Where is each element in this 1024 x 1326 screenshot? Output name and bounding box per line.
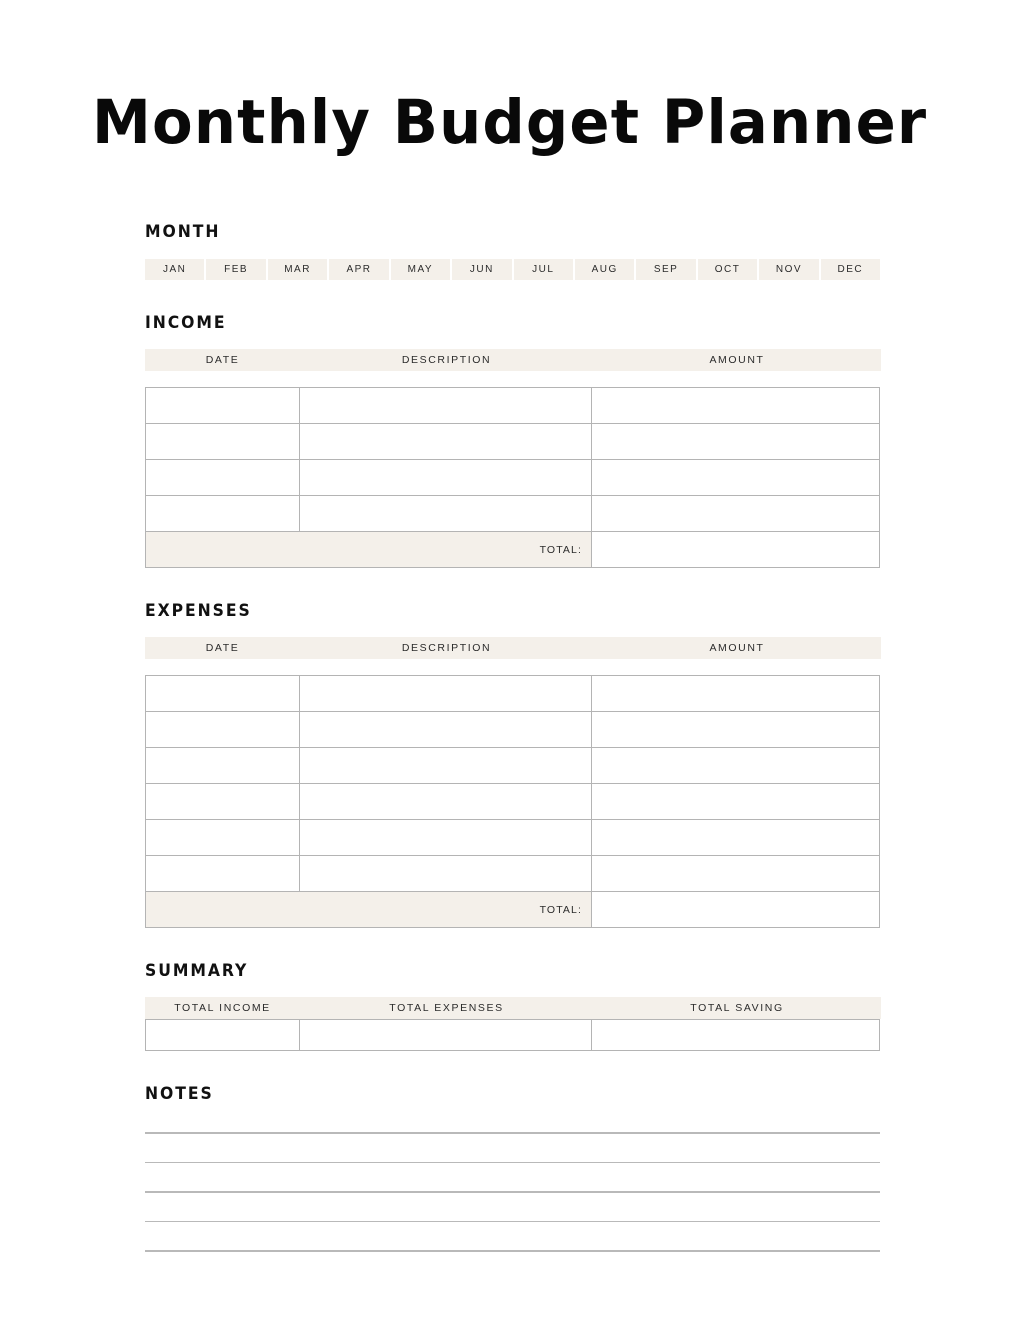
month-option-oct[interactable]: OCT xyxy=(698,259,757,280)
table-row xyxy=(146,856,879,892)
income-amount-input-1[interactable] xyxy=(592,388,879,423)
expenses-column-header xyxy=(145,637,881,659)
table-row xyxy=(146,748,879,784)
expenses-amount-input-6[interactable] xyxy=(592,856,879,891)
income-header-description: DESCRIPTION xyxy=(401,354,492,366)
notes-line-4[interactable] xyxy=(145,1221,880,1223)
expenses-date-input-2[interactable] xyxy=(146,712,300,747)
expenses-amount-input-3[interactable] xyxy=(592,748,879,783)
income-description-input-1[interactable] xyxy=(300,388,592,423)
summary-column-header xyxy=(145,997,881,1019)
table-row xyxy=(146,496,879,532)
expenses-description-input-6[interactable] xyxy=(300,856,592,891)
summary-total-saving-input[interactable] xyxy=(592,1020,879,1050)
month-section-heading: MONTH xyxy=(145,222,221,242)
month-selector[interactable] xyxy=(145,259,880,280)
table-row xyxy=(146,676,879,712)
month-option-nov[interactable]: NOV xyxy=(759,259,818,280)
summary-section-heading: SUMMARY xyxy=(145,961,249,981)
expenses-description-input-5[interactable] xyxy=(300,820,592,855)
table-row xyxy=(146,712,879,748)
month-option-sep[interactable]: SEP xyxy=(636,259,695,280)
notes-line-5[interactable] xyxy=(145,1250,880,1252)
expenses-date-input-1[interactable] xyxy=(146,676,300,711)
planner-content xyxy=(145,222,880,1252)
notes-area[interactable] xyxy=(145,1132,880,1252)
expenses-amount-input-1[interactable] xyxy=(592,676,879,711)
month-option-mar[interactable]: MAR xyxy=(268,259,327,280)
expenses-section-heading: EXPENSES xyxy=(145,601,252,621)
income-date-input-3[interactable] xyxy=(146,460,300,495)
expenses-description-input-2[interactable] xyxy=(300,712,592,747)
summary-header-total-income: TOTAL INCOME xyxy=(174,1002,271,1014)
expenses-date-input-4[interactable] xyxy=(146,784,300,819)
income-description-input-4[interactable] xyxy=(300,496,592,531)
income-total-input[interactable] xyxy=(592,532,879,567)
summary-table xyxy=(145,1019,880,1051)
expenses-description-input-4[interactable] xyxy=(300,784,592,819)
page-title: Monthly Budget Planner xyxy=(92,87,928,158)
summary-total-income-input[interactable] xyxy=(146,1020,300,1050)
month-option-dec[interactable]: DEC xyxy=(821,259,880,280)
month-option-jul[interactable]: JUL xyxy=(514,259,573,280)
income-header-amount: AMOUNT xyxy=(709,354,765,366)
expenses-description-input-3[interactable] xyxy=(300,748,592,783)
income-description-input-3[interactable] xyxy=(300,460,592,495)
month-option-feb[interactable]: FEB xyxy=(206,259,265,280)
expenses-total-label: TOTAL: xyxy=(146,892,592,927)
income-header-date: DATE xyxy=(205,354,240,366)
expenses-amount-input-2[interactable] xyxy=(592,712,879,747)
expenses-description-input-1[interactable] xyxy=(300,676,592,711)
income-total-row xyxy=(146,532,879,568)
expenses-total-row xyxy=(146,892,879,928)
summary-header-total-saving: TOTAL SAVING xyxy=(690,1002,784,1014)
income-description-input-2[interactable] xyxy=(300,424,592,459)
expenses-total-input[interactable] xyxy=(592,892,879,927)
income-total-label: TOTAL: xyxy=(146,532,592,567)
table-row xyxy=(146,820,879,856)
notes-line-3[interactable] xyxy=(145,1191,880,1193)
notes-line-1[interactable] xyxy=(145,1132,880,1134)
expenses-table xyxy=(145,675,880,928)
notes-line-2[interactable] xyxy=(145,1162,880,1164)
income-date-input-4[interactable] xyxy=(146,496,300,531)
table-row xyxy=(146,424,879,460)
expenses-date-input-3[interactable] xyxy=(146,748,300,783)
income-amount-input-2[interactable] xyxy=(592,424,879,459)
income-table xyxy=(145,387,880,568)
income-date-input-2[interactable] xyxy=(146,424,300,459)
expenses-header-description: DESCRIPTION xyxy=(401,642,492,654)
expenses-amount-input-4[interactable] xyxy=(592,784,879,819)
summary-total-expenses-input[interactable] xyxy=(300,1020,592,1050)
expenses-date-input-6[interactable] xyxy=(146,856,300,891)
income-amount-input-4[interactable] xyxy=(592,496,879,531)
month-option-may[interactable]: MAY xyxy=(391,259,450,280)
income-amount-input-3[interactable] xyxy=(592,460,879,495)
income-column-header xyxy=(145,349,881,371)
table-row xyxy=(146,388,879,424)
month-option-jun[interactable]: JUN xyxy=(452,259,511,280)
income-section-heading: INCOME xyxy=(145,313,227,333)
expenses-header-amount: AMOUNT xyxy=(709,642,765,654)
expenses-amount-input-5[interactable] xyxy=(592,820,879,855)
expenses-date-input-5[interactable] xyxy=(146,820,300,855)
month-option-jan[interactable]: JAN xyxy=(145,259,204,280)
month-option-apr[interactable]: APR xyxy=(329,259,388,280)
expenses-header-date: DATE xyxy=(205,642,240,654)
month-option-aug[interactable]: AUG xyxy=(575,259,634,280)
table-row xyxy=(146,784,879,820)
income-date-input-1[interactable] xyxy=(146,388,300,423)
notes-section-heading: NOTES xyxy=(145,1084,214,1104)
table-row xyxy=(146,460,879,496)
summary-header-total-expenses: TOTAL EXPENSES xyxy=(389,1002,504,1014)
